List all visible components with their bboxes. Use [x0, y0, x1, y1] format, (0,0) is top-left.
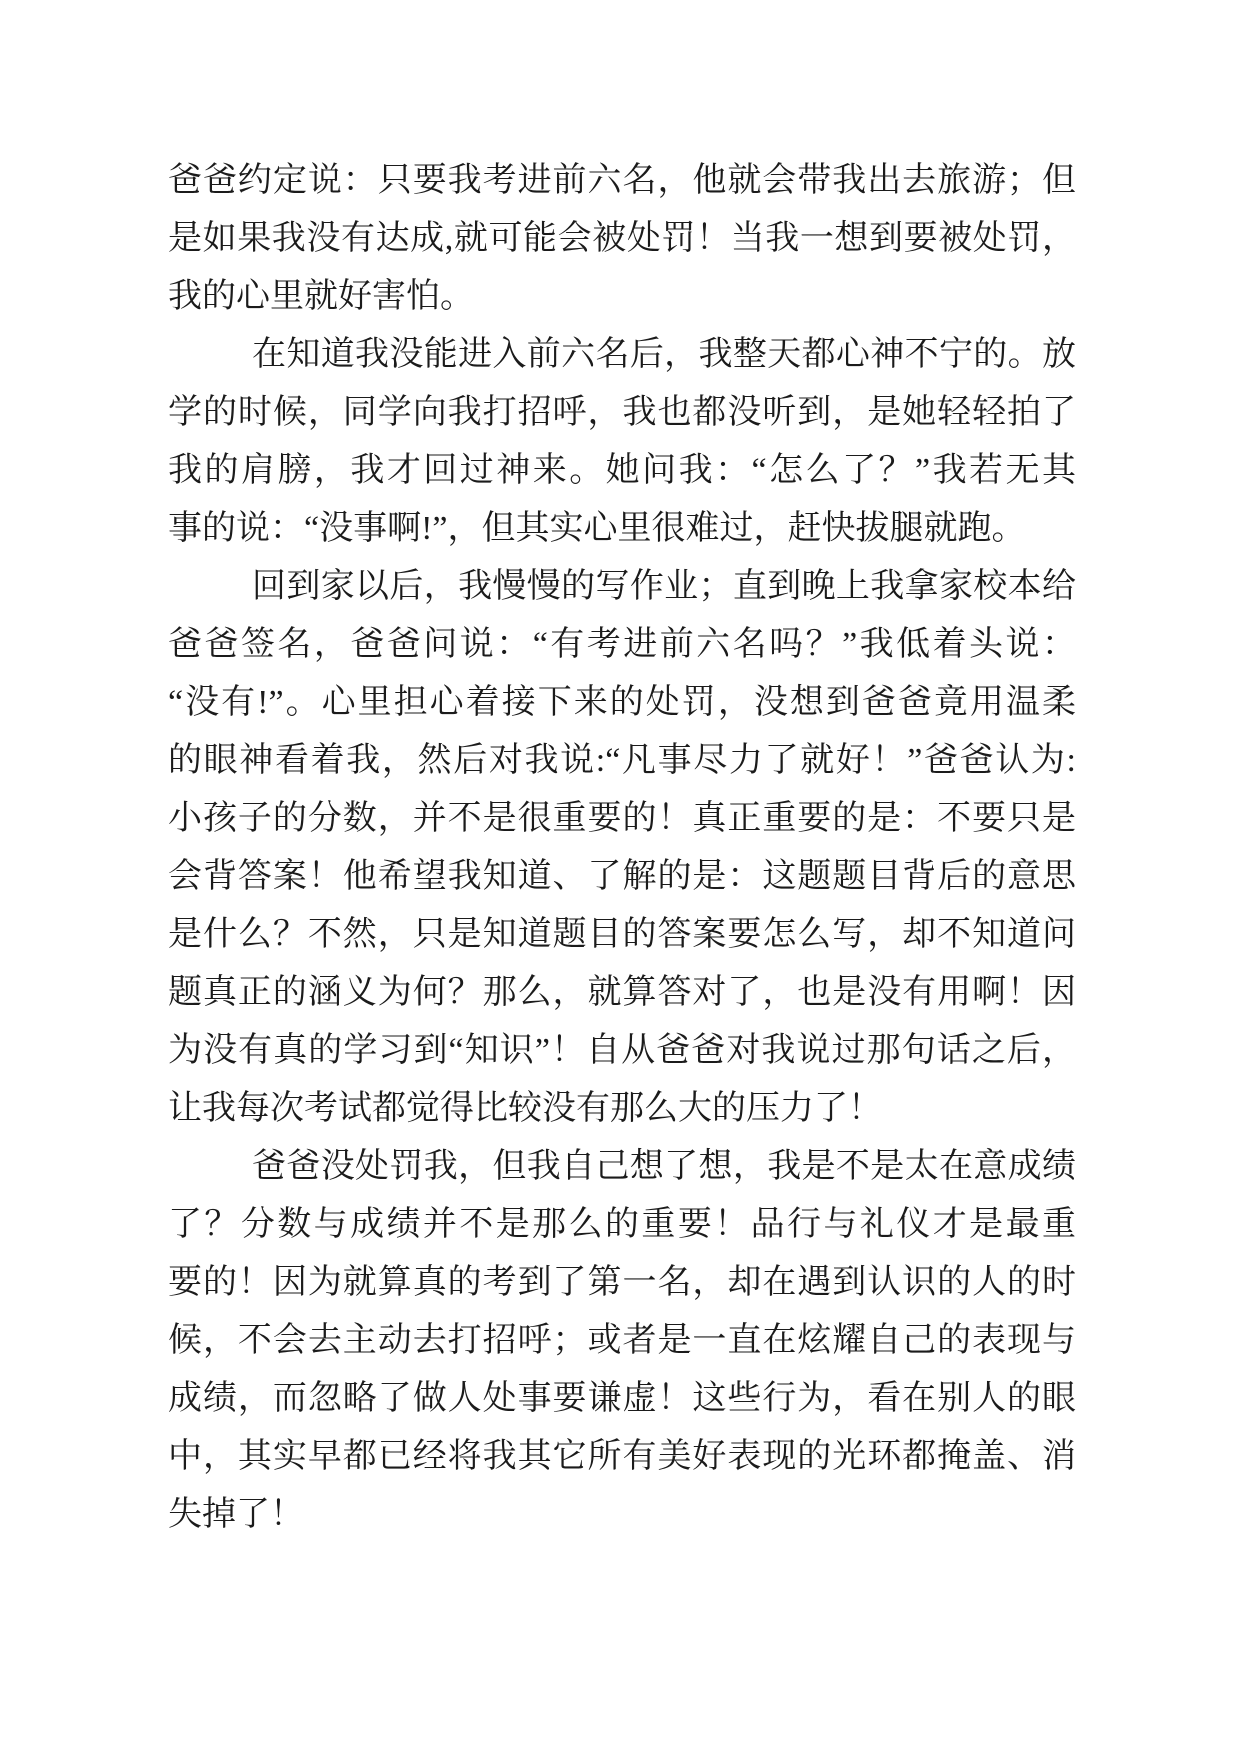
text-line: 让我每次考试都觉得比较没有那么大的压力了！	[168, 1090, 882, 1127]
text-line: 成绩，而忽略了做人处事要谦虚！这些行为，看在别人的眼	[168, 1380, 1076, 1417]
text-line: 爸爸没处罚我，但我自己想了想，我是不是太在意成绩	[252, 1148, 1076, 1185]
paragraph	[168, 1138, 1076, 1544]
text-line: 是如果我没有达成,就可能会被处罚！当我一想到要被处罚，	[168, 220, 1076, 257]
text-line: 的眼神看着我，然后对我说:“凡事尽力了就好！”爸爸认为:	[168, 742, 1076, 779]
text-line: 为没有真的学习到“知识”！自从爸爸对我说过那句话之后，	[168, 1032, 1076, 1069]
paragraph	[168, 152, 1076, 326]
text-line: 爸爸约定说：只要我考进前六名，他就会带我出去旅游；但	[168, 162, 1076, 199]
text-line: 学的时候，同学向我打招呼，我也都没听到，是她轻轻拍了	[168, 394, 1076, 431]
text-line: 失掉了！	[168, 1496, 304, 1533]
text-line: 在知道我没能进入前六名后，我整天都心神不宁的。放	[252, 336, 1076, 373]
text-line: 事的说：“没事啊!”，但其实心里很难过，赶快拔腿就跑。	[168, 510, 1026, 547]
text-line: 我的肩膀，我才回过神来。她问我：“怎么了？”我若无其	[168, 452, 1076, 489]
text-line: 是什么？不然，只是知道题目的答案要怎么写，却不知道问	[168, 916, 1076, 953]
text-line: 我的心里就好害怕。	[168, 278, 474, 315]
text-line: 爸爸签名，爸爸问说：“有考进前六名吗？”我低着头说：	[168, 626, 1076, 663]
paragraph	[168, 558, 1076, 1138]
paragraph	[168, 326, 1076, 558]
text-line: “没有!”。心里担心着接下来的处罚，没想到爸爸竟用温柔	[168, 684, 1076, 721]
text-line: 中，其实早都已经将我其它所有美好表现的光环都掩盖、消	[168, 1438, 1076, 1475]
text-line: 回到家以后，我慢慢的写作业；直到晚上我拿家校本给	[252, 568, 1076, 605]
text-line: 要的！因为就算真的考到了第一名，却在遇到认识的人的时	[168, 1264, 1076, 1301]
text-line: 题真正的涵义为何？那么，就算答对了，也是没有用啊！因	[168, 974, 1076, 1011]
text-line: 了？分数与成绩并不是那么的重要！品行与礼仪才是最重	[168, 1206, 1076, 1243]
document-body-text	[168, 152, 1076, 1544]
text-line: 候，不会去主动去打招呼；或者是一直在炫耀自己的表现与	[168, 1322, 1076, 1359]
text-line: 小孩子的分数，并不是很重要的！真正重要的是：不要只是	[168, 800, 1076, 837]
text-line: 会背答案！他希望我知道、了解的是：这题题目背后的意思	[168, 858, 1076, 895]
